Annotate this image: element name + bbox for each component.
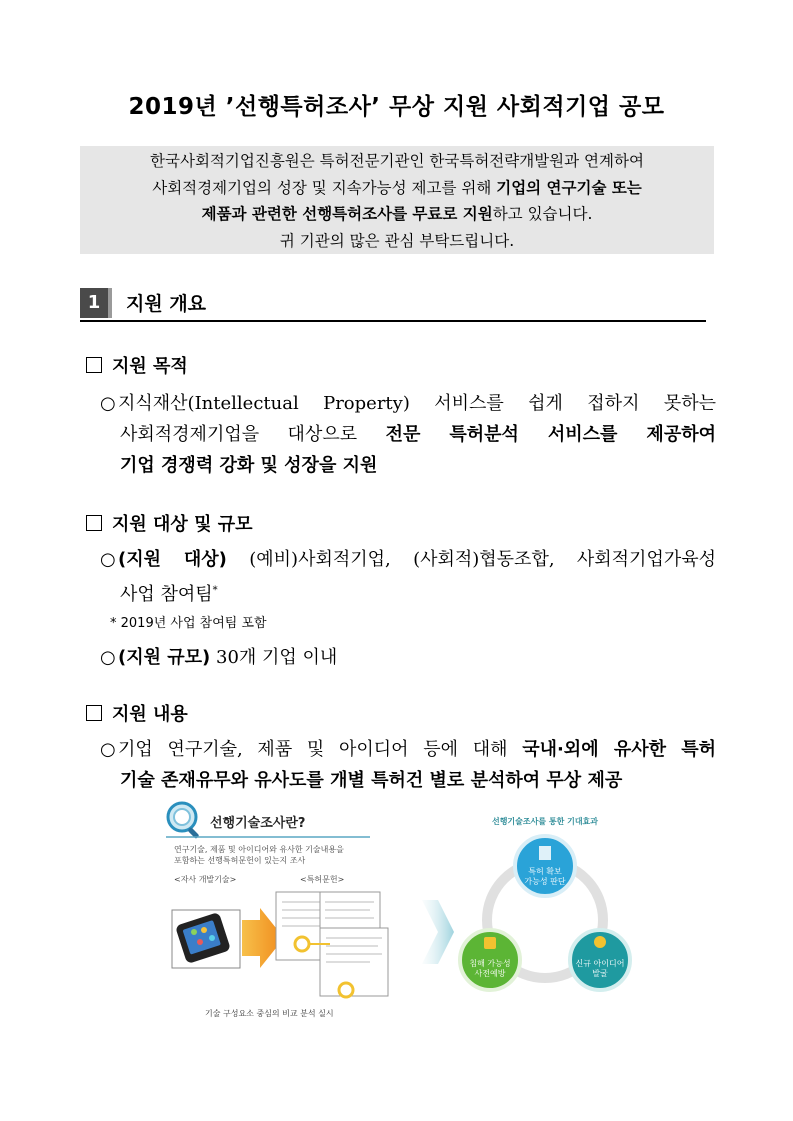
svg-text:사전예방: 사전예방 (474, 969, 506, 978)
checkbox-square-icon (86, 357, 102, 373)
svg-text:특허 확보: 특허 확보 (528, 867, 562, 876)
label-patent-docs: <특허문헌> (300, 875, 345, 884)
intro-line-4: 귀 기관의 많은 관심 부탁드립니다. (279, 231, 515, 250)
circle-bullet-icon: ○ (100, 549, 116, 570)
target-item-1-line-1: ○ (지원 대상) (예비)사회적기업, (사회적)협동조합, 사회적기업가육성 (100, 544, 716, 575)
content-line-1: ○ 기업 연구기술, 제품 및 아이디어 등에 대해 국내·외에 유사한 특허 (100, 734, 716, 765)
left-desc-1: 연구기술, 제품 및 아이디어와 유사한 기술내용을 (174, 845, 344, 854)
intro-line-1: 한국사회적기업진흥원은 특허전문기관인 한국특허전략개발원과 연계하여 (150, 152, 644, 170)
section-title: 지원 개요 (126, 293, 207, 315)
section-heading (80, 288, 706, 322)
purpose-paragraph (100, 388, 716, 481)
svg-text:침해 가능성: 침해 가능성 (469, 959, 511, 968)
checkbox-square-icon (86, 515, 102, 531)
page-title: 2019년 ’선행특허조사’ 무상 지원 사회적기업 공모 (128, 94, 665, 120)
intro-emphasis-1: 기업의 연구기술 또는 (496, 178, 642, 197)
bottom-caption: 기술 구성요소 중심의 비교 분석 실시 (205, 1009, 334, 1018)
circle-bullet-icon: ○ (100, 739, 116, 760)
svg-text:신규 아이디어: 신규 아이디어 (575, 959, 625, 968)
target-heading: 지원 대상 및 규모 (86, 510, 253, 536)
purpose-line-3: 기업 경쟁력 강화 및 성장을 지원 (120, 455, 378, 476)
patent-document-icon (276, 892, 388, 997)
purpose-heading: 지원 목적 (86, 352, 188, 378)
circle-infringement-prevention (460, 930, 520, 990)
target-footnote: * 2019년 사업 참여팀 포함 (110, 616, 267, 631)
left-title: 선행기술조사란? (210, 816, 306, 831)
target-item-1 (100, 544, 716, 610)
left-desc-2: 포함하는 선행특허문헌이 있는지 조사 (174, 856, 306, 865)
section-number: 1 (80, 288, 108, 318)
content-line-2: 기술 존재유무와 유사도를 개별 특허건 별로 분석하여 무상 제공 (120, 770, 623, 791)
chevron-right-icon (422, 900, 454, 964)
circle-bullet-icon: ○ (100, 393, 116, 414)
right-title: 선행기술조사를 통한 기대효과 (491, 817, 599, 826)
smartphone-icon (172, 910, 240, 968)
intro-emphasis-2: 제품과 관련한 선행특허조사를 무료로 지원 (201, 205, 493, 223)
illustration-svg (160, 800, 640, 1025)
target-item-2-line: ○ (지원 규모) 30개 기업 이내 (100, 642, 716, 673)
label-own-tech: <자사 개발기술> (174, 875, 237, 884)
circle-bullet-icon: ○ (100, 647, 116, 668)
target-item-1-line-2: 사업 참여팀* (120, 584, 218, 605)
content-paragraph (100, 734, 716, 796)
target-item-2 (100, 642, 716, 673)
circle-new-idea (570, 930, 630, 990)
purpose-line-2: 사회적경제기업을 대상으로 전문 특허분석 서비스를 제공하여 (120, 424, 716, 445)
checkbox-square-icon (86, 705, 102, 721)
circle-patent-acquisition (515, 836, 575, 896)
svg-text:가능성 판단: 가능성 판단 (524, 877, 566, 886)
intro-box (80, 146, 714, 254)
svg-text:발굴: 발굴 (592, 969, 608, 978)
intro-line-2: 사회적경제기업의 성장 및 지속가능성 제고를 위해 기업의 연구기술 또는 (152, 178, 642, 197)
purpose-line-1: ○ 지식재산(Intellectual Property) 서비스를 쉽게 접하지 못하는 (100, 388, 716, 419)
magnifier-icon (168, 803, 199, 839)
content-heading: 지원 내용 (86, 700, 188, 726)
prior-art-illustration (160, 800, 640, 1025)
intro-line-3: 제품과 관련한 선행특허조사를 무료로 지원하고 있습니다. (201, 205, 593, 223)
